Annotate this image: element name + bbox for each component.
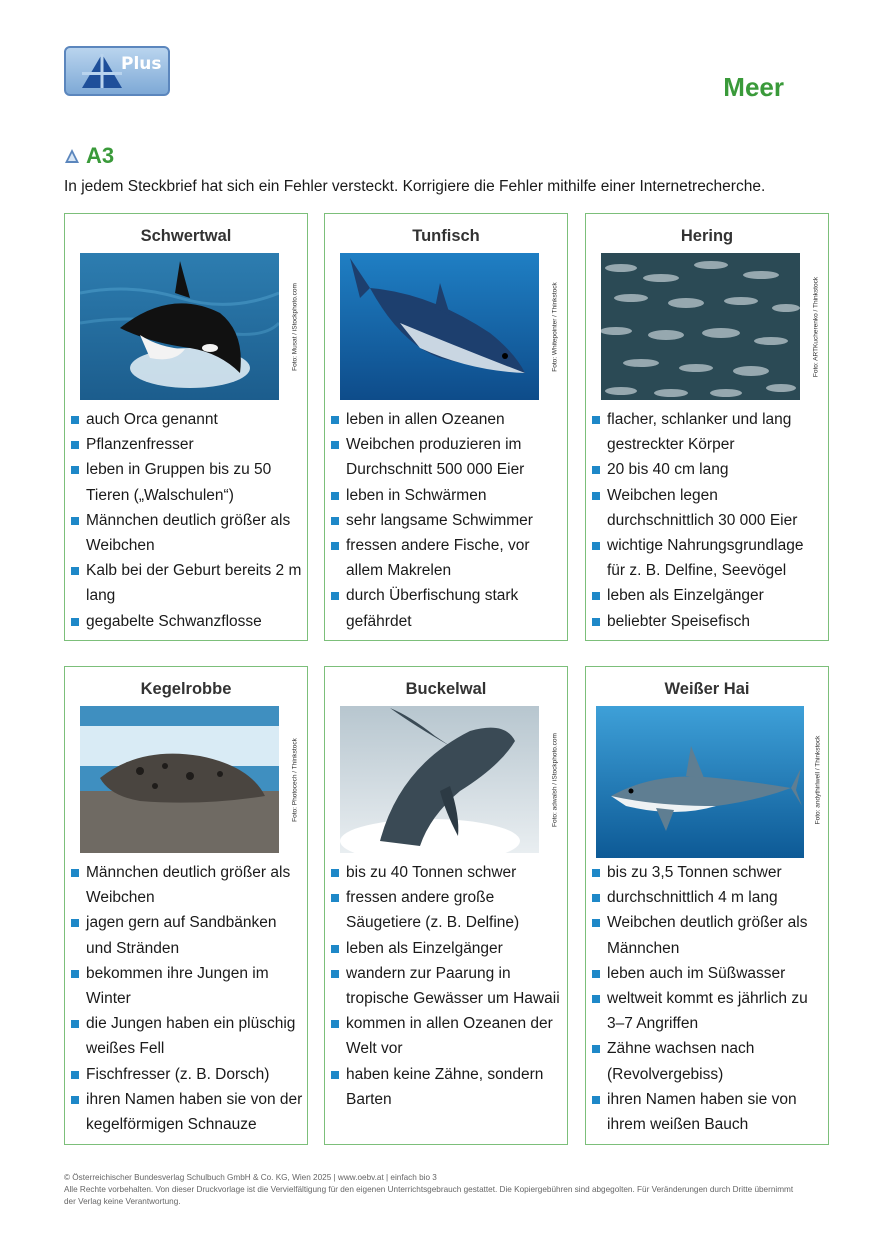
footer-line: Alle Rechte vorbehalten. Von dieser Druckvorlage ist die Vervielfältigung für den eigenen Unterrichtsgebrauch gestattet. Die Kopiergebühren sind abgegolten. Für Veränderungen durch Dritte übernimmt der Verlag keine Verantwortung. [64,1185,794,1206]
list-item: 20 bis 40 cm lang [591,457,824,482]
list-item: jagen gern auf Sandbänken und Stränden [70,910,303,960]
photo-credit: Foto: Whitepointer / Thinkstock [551,281,559,372]
card-title: Buckelwal [405,680,487,698]
photo-credit: Foto: ARTKucherenko / Thinkstock [812,276,820,377]
fact-list [330,407,563,634]
herring-photo [601,253,800,400]
list-item: leben in allen Ozeanen [330,407,563,432]
card-tunfisch [324,213,568,641]
list-item: Zähne wachsen nach (Revolvergebiss) [591,1036,824,1086]
list-item: durchschnittlich 4 m lang [591,885,824,910]
list-item: wichtige Nahrungsgrundlage für z. B. Delfine, Seevögel [591,533,824,583]
photo-credit: Foto: Musat / iStockphoto.com [291,282,299,371]
list-item: ihren Namen haben sie von der kegelförmigen Schnauze [70,1087,303,1137]
list-item: die Jungen haben ein plüschig weißes Fell [70,1011,303,1061]
task-header [64,143,114,169]
task-label: A3 [86,143,115,168]
card-title: Weißer Hai [664,680,750,698]
fact-list [591,407,824,634]
list-item: Fischfresser (z. B. Dorsch) [70,1062,303,1087]
list-item: Männchen deutlich größer als Weibchen [70,860,303,910]
list-item: leben als Einzelgänger [330,936,563,961]
card-schwertwal [64,213,308,641]
fact-list [70,860,303,1137]
list-item: gegabelte Schwanzflosse [70,609,303,634]
task-triangle-icon [64,148,80,164]
photo-credit: Foto: andythirlwell / Thinkstock [814,735,822,824]
list-item: Pflanzenfresser [70,432,303,457]
list-item: Weibchen deutlich größer als Männchen [591,910,824,960]
list-item: durch Überfischung stark gefährdet [330,583,563,633]
list-item: Weibchen legen durchschnittlich 30 000 Eier [591,483,824,533]
humpback-photo [340,706,539,853]
list-item: bekommen ihre Jungen im Winter [70,961,303,1011]
card-buckelwal [324,666,568,1145]
list-item: leben als Einzelgänger [591,583,824,608]
task-instruction: In jedem Steckbrief hat sich ein Fehler versteckt. Korrigiere die Fehler mithilfe einer Internetrecherche. [64,178,766,195]
orca-photo [80,253,279,400]
list-item: bis zu 40 Tonnen schwer [330,860,563,885]
list-item: haben keine Zähne, sondern Barten [330,1062,563,1112]
list-item: Männchen deutlich größer als Weibchen [70,508,303,558]
list-item: sehr langsame Schwimmer [330,508,563,533]
list-item: bis zu 3,5 Tonnen schwer [591,860,824,885]
card-kegelrobbe [64,666,308,1145]
list-item: fressen andere Fische, vor allem Makrelen [330,533,563,583]
card-title: Tunfisch [412,227,480,245]
card-title: Hering [680,227,734,245]
fact-list [591,860,824,1137]
list-item: leben in Schwärmen [330,483,563,508]
list-item: auch Orca genannt [70,407,303,432]
list-item: wandern zur Paarung in tropische Gewässer um Hawaii [330,961,563,1011]
list-item: Kalb bei der Geburt bereits 2 m lang [70,558,303,608]
seal-photo [80,706,279,853]
photo-credit: Foto: Photocech / Thinkstock [291,737,299,822]
list-item: weltweit kommt es jährlich zu 3–7 Angriffen [591,986,824,1036]
card-hering [585,213,829,641]
logo-text: Plus [121,54,162,74]
tuna-photo [340,253,539,400]
list-item: fressen andere große Säugetiere (z. B. Delfine) [330,885,563,935]
list-item: leben in Gruppen bis zu 50 Tieren („Walschulen“) [70,457,303,507]
list-item: flacher, schlanker und lang gestreckter Körper [591,407,824,457]
list-item: leben auch im Süßwasser [591,961,824,986]
fact-list [70,407,303,634]
photo-credit: Foto: adwalsh / iStockphoto.com [551,732,559,827]
list-item: ihren Namen haben sie von ihrem weißen Bauch [591,1087,824,1137]
card-title: Kegelrobbe [140,680,232,698]
publisher-logo [64,46,170,96]
card-title: Schwertwal [140,227,232,245]
shark-photo [596,706,804,858]
topic-title: Meer [723,72,784,102]
list-item: Weibchen produzieren im Durchschnitt 500 000 Eier [330,432,563,482]
card-weisser-hai [585,666,829,1145]
fact-list [330,860,563,1112]
footer-line: © Österreichischer Bundesverlag Schulbuch GmbH & Co. KG, Wien 2025 | www.oebv.at | einfach bio 3 [64,1173,437,1182]
list-item: beliebter Speisefisch [591,609,824,634]
copyright-footer [64,1172,804,1208]
triangle-logo-icon [80,52,124,90]
list-item: kommen in allen Ozeanen der Welt vor [330,1011,563,1061]
